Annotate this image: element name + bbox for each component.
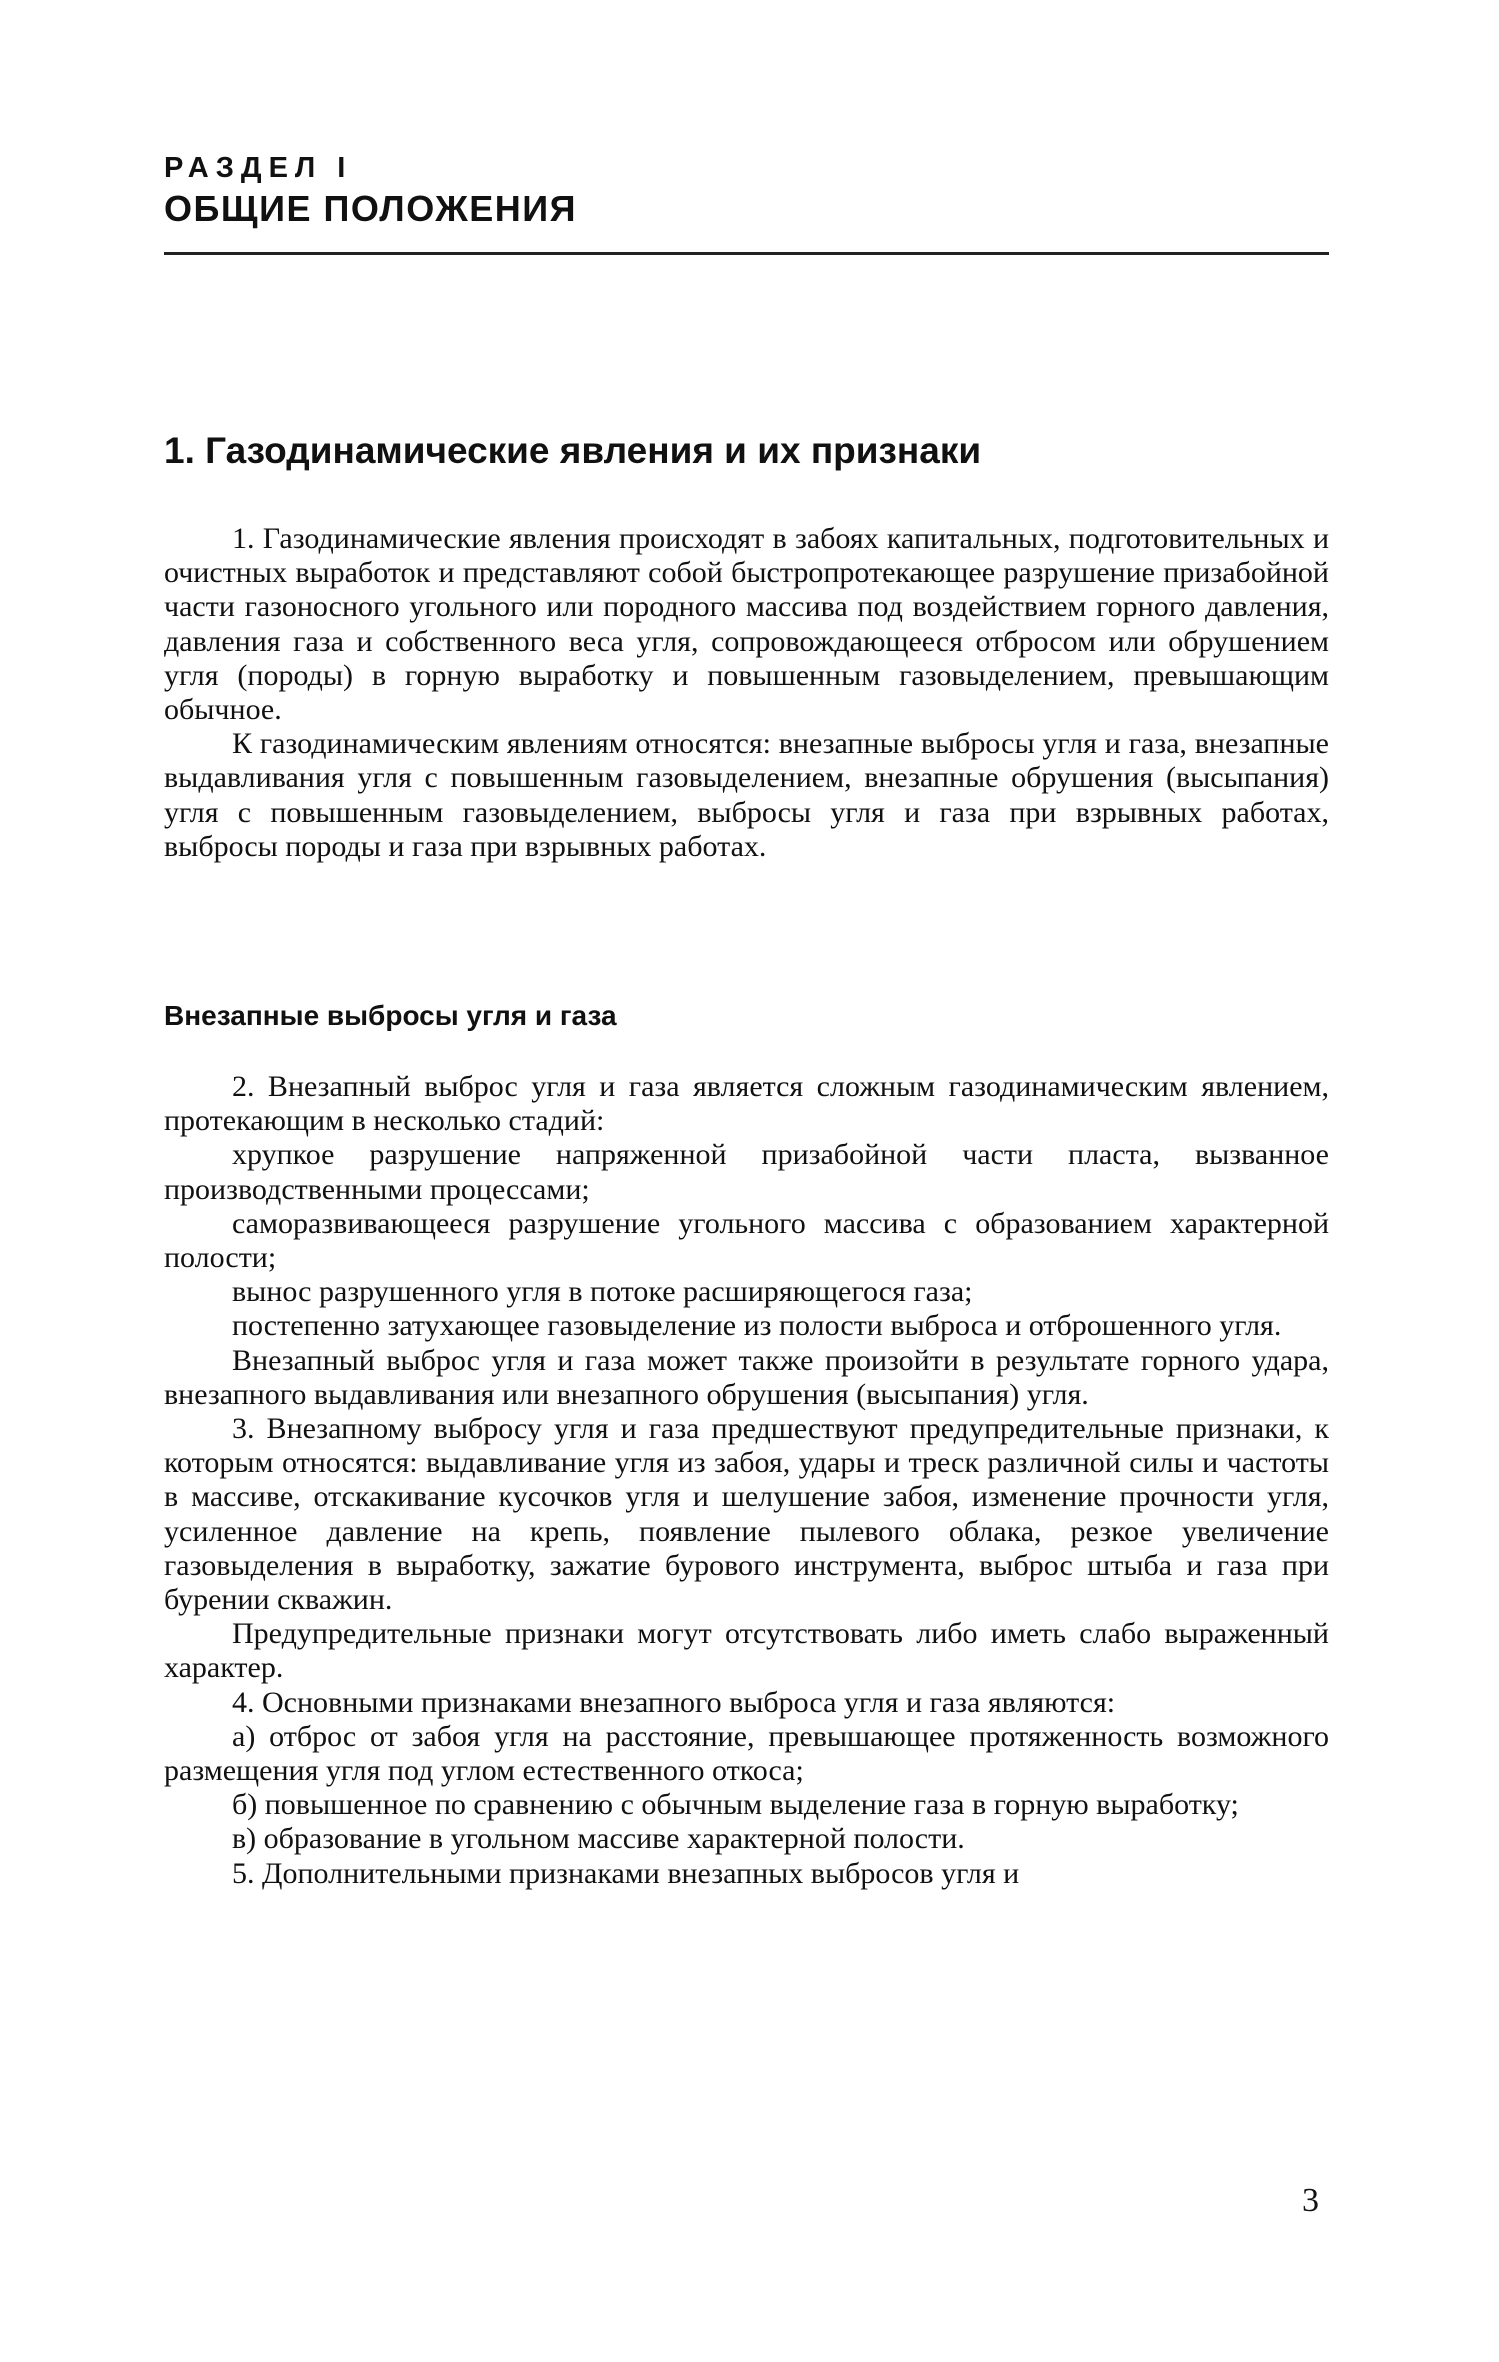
paragraph: 2. Внезапный выброс угля и газа является сложным газодинамическим явлением, протекающим в несколько стадий: [164,1070,1329,1138]
subsection-heading: Внезапные выбросы угля и газа [164,1000,617,1031]
header-divider [164,252,1329,255]
paragraph: 5. Дополнительными признаками внезапных выбросов угля и [232,1856,1020,1890]
intro-text [164,522,1329,864]
paragraph: 4. Основными признаками внезапного выброса угля и газа являются: [232,1685,1116,1719]
paragraph: Предупредительные признаки могут отсутствовать либо иметь слабо выраженный характер. [164,1617,1329,1685]
page-number: 3 [1302,2182,1319,2219]
list-item: хрупкое разрушение напряженной призабойной части пласта, вызванное производственными процессами; [164,1138,1329,1206]
chapter-title: 1. Газодинамические явления и их признаки [164,430,982,471]
list-item: вынос разрушенного угля в потоке расширяющегося газа; [232,1275,973,1309]
section-title: ОБЩИЕ ПОЛОЖЕНИЯ [164,188,578,229]
list-item: постепенно затухающее газовыделение из полости выброса и отброшенного угля. [232,1309,1282,1343]
subsection-text [164,1070,1329,1891]
list-item: в) образование в угольном массиве характерной полости. [232,1822,965,1856]
paragraph: К газодинамическим явлениям относятся: внезапные выбросы угля и газа, внезапные выдавливания угля с повышенным газовыделением, внезапные обрушения (высыпания) угля с повышенным газовыделением, выбросы угля и газа при взрывных работах, выбросы породы и газа при взрывных работах. [164,727,1329,863]
list-item: саморазвивающееся разрушение угольного массива с образованием характерной полости; [164,1206,1329,1275]
list-item: б) повышенное по сравнению с обычным выделение газа в горную выработку; [232,1788,1239,1822]
list-item: а) отброс от забоя угля на расстояние, превышающее протяженность возможного размещения угля под углом естественного откоса; [164,1719,1329,1788]
paragraph: 3. Внезапному выбросу угля и газа предшествуют предупредительные признаки, к которым относятся: выдавливание угля из забоя, удары и треск различной силы и частоты в массиве, отскакивание кусочков угля и шелушение забоя, изменение прочности угля, усиленное давление на крепь, появление пылевого облака, резкое увеличение газовыделения в выработку, зажатие бурового инструмента, выброс штыба и газа при бурении скважин. [164,1412,1329,1617]
paragraph: Внезапный выброс угля и газа может также произойти в результате горного удара, внезапного выдавливания или внезапного обрушения (высыпания) угля. [164,1343,1329,1411]
section-label: РАЗДЕЛ I [164,152,353,184]
paragraph: 1. Газодинамические явления происходят в забоях капитальных, подготовительных и очистных выработок и представляют собой быстропротекающее разрушение призабойной части газоносного угольного или породного массива под воздействием горного давления, давления газа и собственного веса угля, сопровождающееся отбросом или обрушением угля (породы) в горную выработку и повышенным газовыделением, превышающим обычное. [164,522,1329,727]
